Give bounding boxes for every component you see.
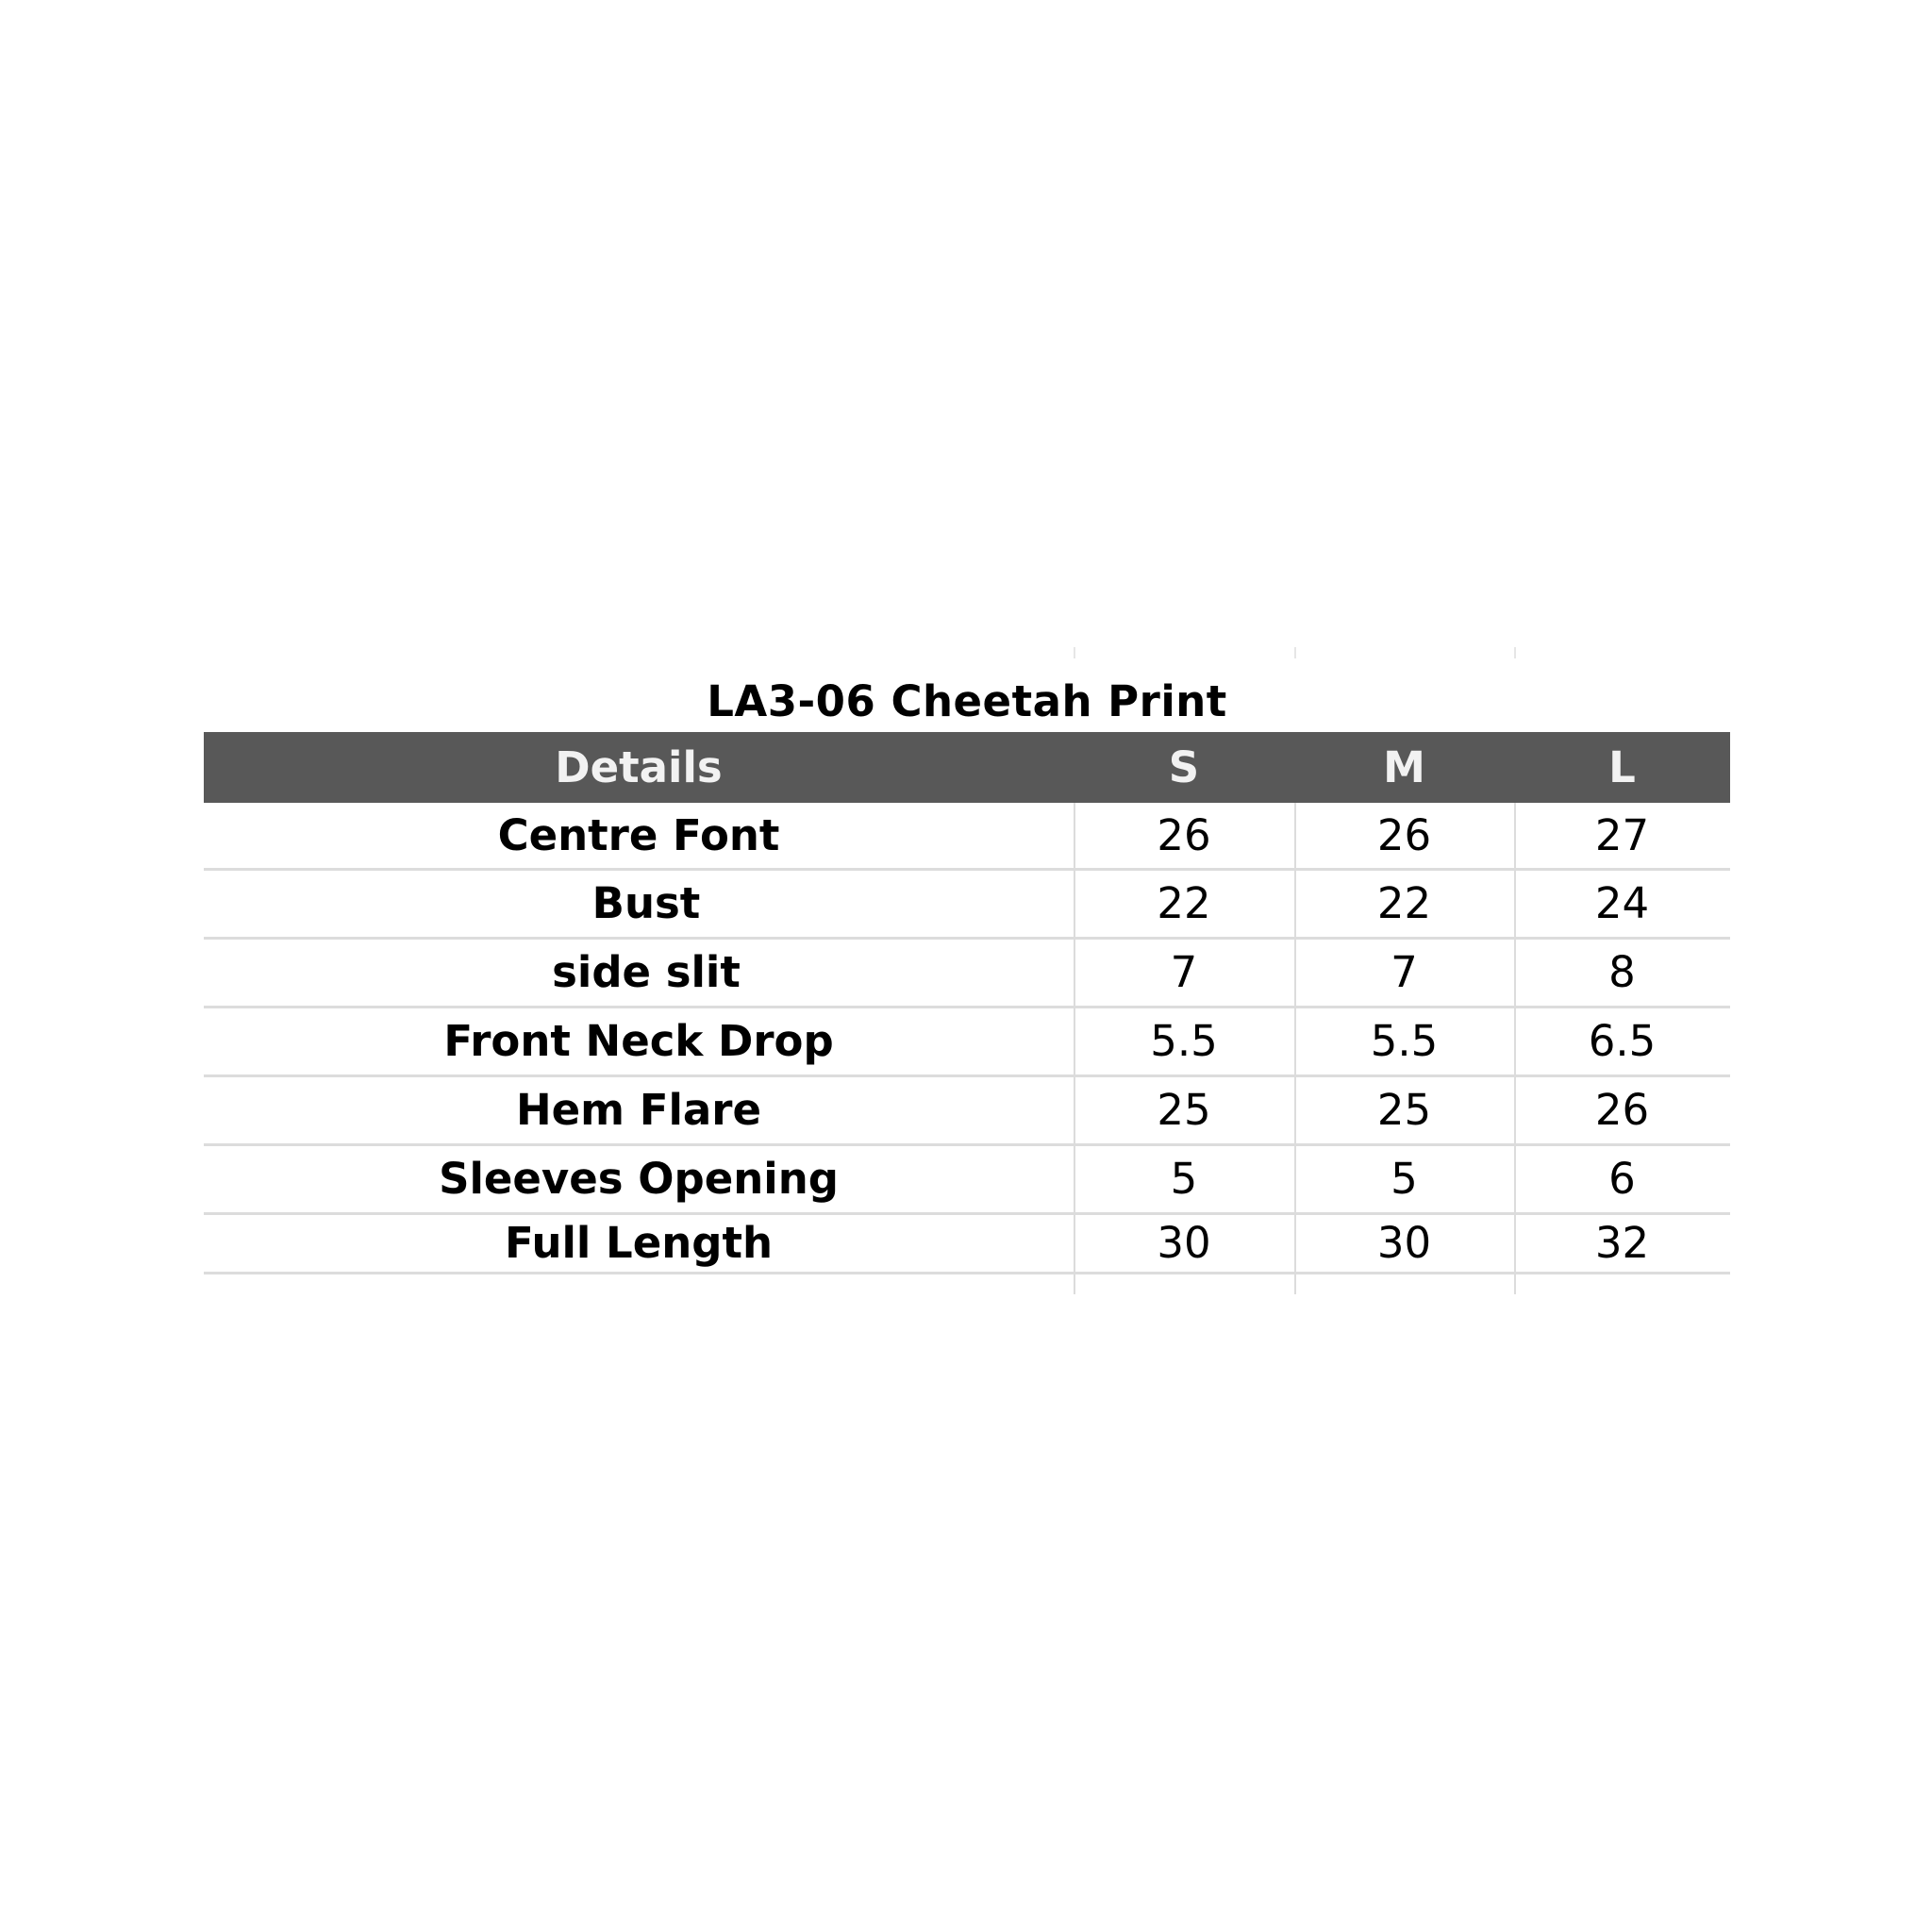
header-size-s: S bbox=[1168, 742, 1200, 792]
cell-value: 30 bbox=[1376, 1218, 1432, 1268]
header-row bbox=[204, 732, 1730, 803]
row-label: Front Neck Drop bbox=[443, 1016, 834, 1066]
cell-value: 24 bbox=[1594, 878, 1650, 928]
cell-value: 26 bbox=[1376, 810, 1432, 860]
table-row bbox=[204, 1146, 1730, 1215]
row-label: side slit bbox=[552, 947, 741, 997]
header-size-l: L bbox=[1608, 742, 1636, 792]
header-size-m: M bbox=[1383, 742, 1425, 792]
header-details: Details bbox=[555, 742, 723, 792]
cell-value: 7 bbox=[1391, 947, 1418, 997]
column-divider bbox=[1294, 803, 1296, 1294]
row-label: Centre Font bbox=[497, 810, 780, 860]
column-tick bbox=[1294, 647, 1296, 658]
cell-value: 6 bbox=[1608, 1154, 1636, 1204]
cell-value: 8 bbox=[1608, 947, 1636, 997]
cell-value: 5.5 bbox=[1370, 1016, 1439, 1066]
cell-value: 5 bbox=[1391, 1154, 1418, 1204]
cell-value: 5 bbox=[1170, 1154, 1198, 1204]
cell-value: 25 bbox=[1157, 1085, 1211, 1135]
table-row bbox=[204, 1008, 1730, 1077]
row-label: Full Length bbox=[504, 1218, 774, 1268]
column-tick bbox=[1074, 647, 1075, 658]
column-divider bbox=[1514, 803, 1516, 1294]
row-label: Bust bbox=[591, 878, 701, 928]
table-row bbox=[204, 1215, 1730, 1274]
cell-value: 5.5 bbox=[1150, 1016, 1218, 1066]
row-label: Sleeves Opening bbox=[439, 1154, 839, 1204]
cell-value: 25 bbox=[1376, 1085, 1432, 1135]
cell-value: 27 bbox=[1594, 810, 1650, 860]
size-chart bbox=[204, 647, 1730, 1294]
cell-value: 22 bbox=[1376, 878, 1432, 928]
cell-value: 30 bbox=[1157, 1218, 1211, 1268]
cell-value: 6.5 bbox=[1588, 1016, 1657, 1066]
table-row bbox=[204, 803, 1730, 871]
row-label: Hem Flare bbox=[516, 1085, 761, 1135]
column-divider bbox=[1074, 803, 1075, 1294]
column-tick bbox=[1514, 647, 1516, 658]
cell-value: 7 bbox=[1170, 947, 1198, 997]
table-row bbox=[204, 940, 1730, 1008]
cell-value: 32 bbox=[1594, 1218, 1650, 1268]
table-row bbox=[204, 1077, 1730, 1146]
table-row bbox=[204, 871, 1730, 940]
cell-value: 26 bbox=[1157, 810, 1211, 860]
cell-value: 22 bbox=[1157, 878, 1211, 928]
cell-value: 26 bbox=[1594, 1085, 1650, 1135]
chart-title: LA3-06 Cheetah Print bbox=[707, 676, 1227, 726]
